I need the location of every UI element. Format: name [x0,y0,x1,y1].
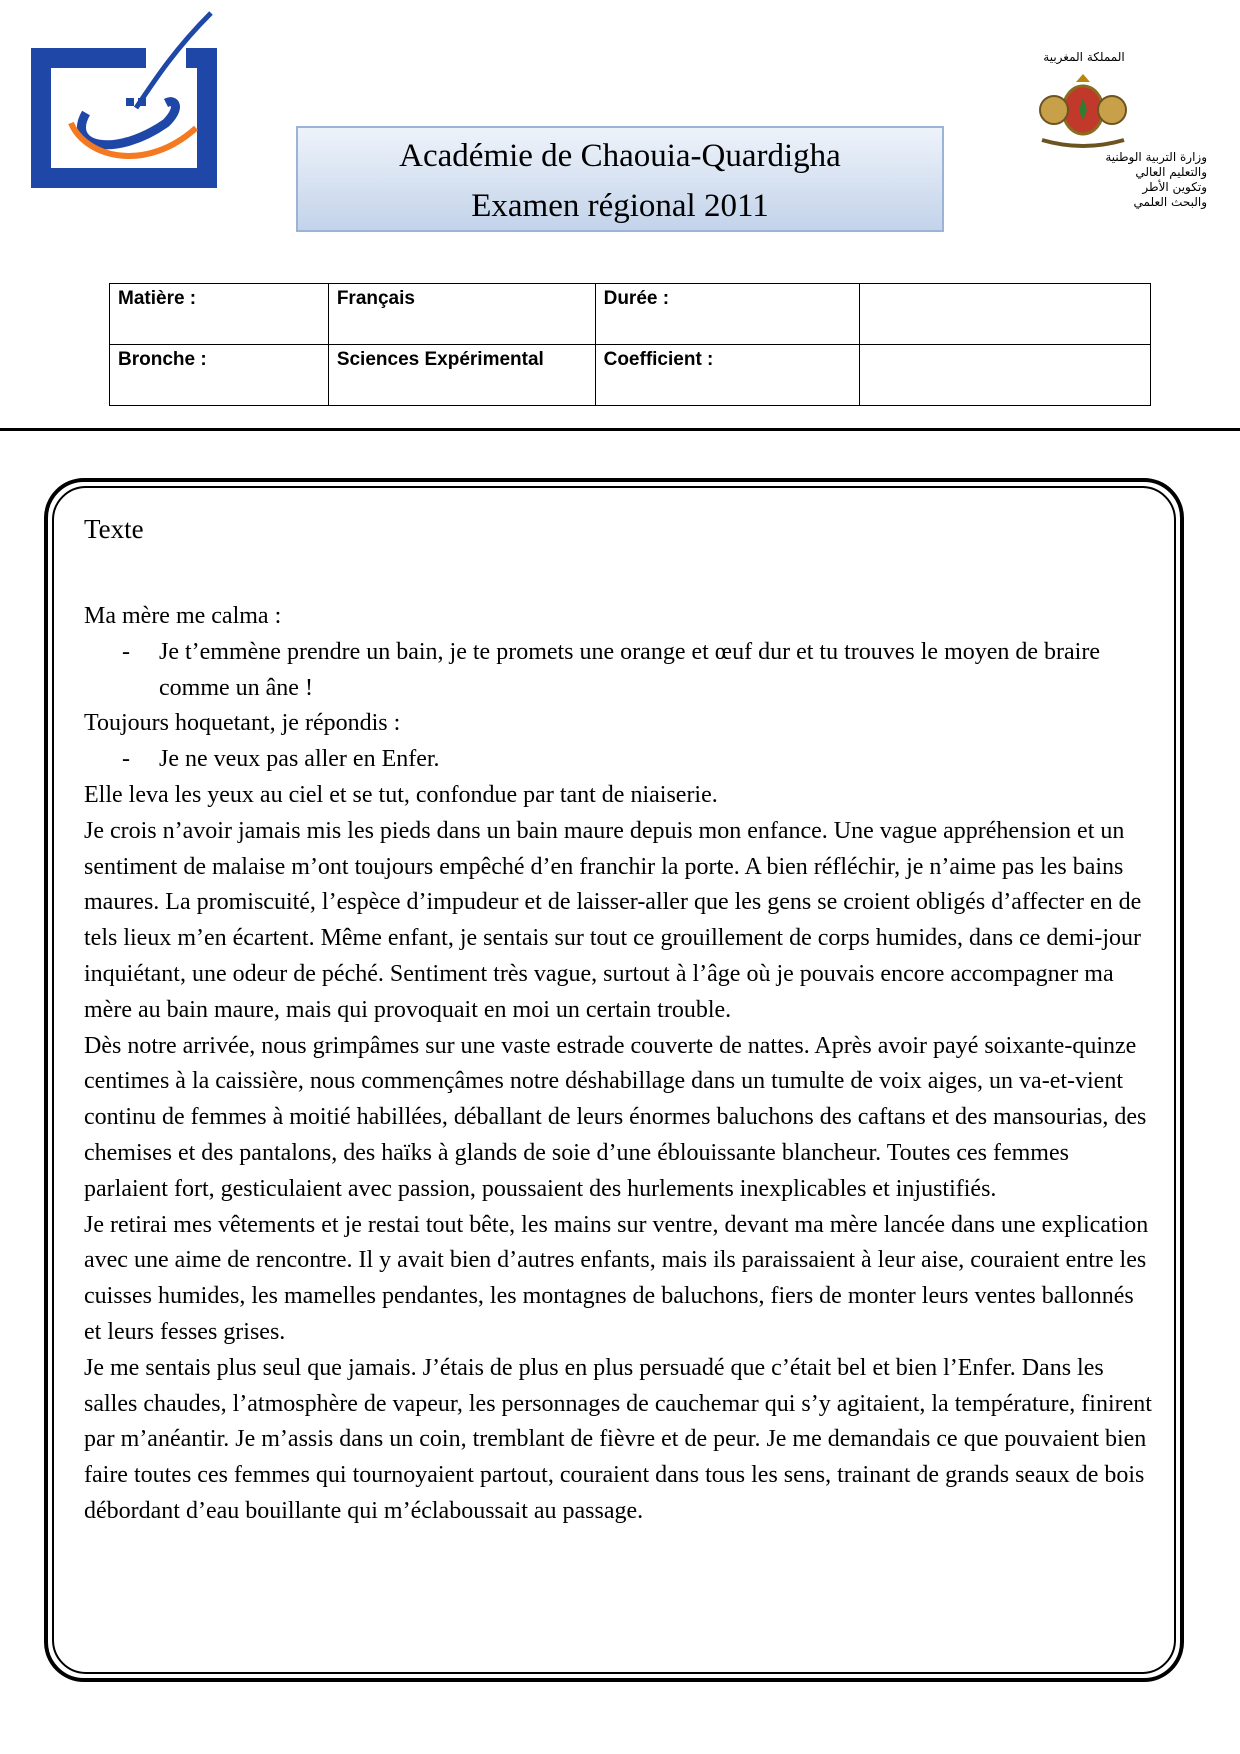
text-heading: Texte [84,514,144,544]
subject-label: Matière : [110,284,329,345]
paragraph: Toujours hoquetant, je répondis : [84,710,401,737]
coefficient-label: Coefficient : [595,345,860,406]
exam-title-box [296,126,944,232]
horizontal-divider [0,428,1240,431]
dash-marker: - [122,746,130,773]
academie-logo [26,8,236,198]
coat-of-arms-icon [1032,70,1134,150]
paragraph: Je me sentais plus seul que jamais. J’étais de plus en plus persuadé que c’était bel et bien l’Enfer. Dans les salles chaudes, l’atmosphère de vapeur, les personnages de cauchemar qui s’y agitaient, la température, finirent par m’anéantir. Je m’assis dans un coin, tremblant de fièvre et de peur. Je me demandais ce que pouvaient bien faire toutes ces femmes qui tournoyaient partout, couraient dans tous les sens, trainant de grands seaux de bois débordant d’eau bouillante qui m’éclaboussait au passage. [84,1354,1152,1524]
duration-value [860,284,1151,345]
text-body [84,599,1154,1530]
dialogue-line: - Je ne veux pas aller en Enfer. [84,742,1154,778]
table-row [110,345,1151,406]
ministry-name: وزارة التربية الوطنية والتعليم العالي وتكوين الأطر والبحث العلمي [1105,150,1207,209]
exam-title: Examen régional 2011 [471,188,769,224]
academy-title: Académie de Chaouia-Quardigha [399,138,841,174]
paragraph: Dès notre arrivée, nous grimpâmes sur une vaste estrade couverte de nattes. Après avoir payé soixante-quinze centimes à la caissière, nous commençâmes notre déshabillage dans un tumulte de voix aiges, un va-et-vient continu de femmes à moitié habillées, déballant de leurs énormes baluchons des caftans et des mansourias, des chemises et des pantalons, des haïks à glands de soie d’une éblouissante blancheur. Toutes ces femmes parlaient fort, gesticulaient avec passion, poussaient des hurlements inexplicables et injustifiés. [84,1032,1147,1202]
table-row [110,284,1151,345]
paragraph: Ma mère me calma : [84,603,282,629]
exam-info-table [109,283,1151,406]
subject-value: Français [328,284,595,345]
paragraph: Elle leva les yeux au ciel et se tut, confondue par tant de niaiserie. [84,781,718,808]
dash-marker: - [122,638,130,665]
branch-label: Bronche : [110,345,329,406]
paragraph: Je crois n’avoir jamais mis les pieds dans un bain maure depuis mon enfance. Une vague appréhension et un sentiment de malaise m’ont toujours empêché d’en franchir la porte. A bien réfléchir, je n’aime pas les bains maures. La promiscuité, l’espèce d’impudeur et de laisser-aller que les gens se croient obligés d’affecter en de tels lieux m’en écartent. Même enfant, je sentais sur tout ce grouillement de corps humides, dans ce demi-jour inquiétant, une odeur de péché. Sentiment très vague, surtout à l’âge où je pouvais encore accompagner ma mère au bain maure, mais qui provoquait en moi un certain trouble. [84,817,1142,1023]
kingdom-label: المملكة المغربية [1043,50,1125,64]
dialogue-line: - Je t’emmène prendre un bain, je te promets une orange et œuf dur et tu trouves le moyen de braire comme un âne ! [84,635,1154,707]
duration-label: Durée : [595,284,860,345]
branch-value: Sciences Expérimental [328,345,595,406]
paragraph: Je retirai mes vêtements et je restai tout bête, les mains sur ventre, devant ma mère lancée dans une explication avec une aime de rencontre. Il y avait bien d’autres enfants, mais ils paraissaient à leur aise, couraient entre les cuisses humides, les mamelles pendantes, les montagnes de baluchons, fiers de monter leurs ventes ballonnés et leurs fesses grises. [84,1211,1149,1345]
coefficient-value [860,345,1151,406]
